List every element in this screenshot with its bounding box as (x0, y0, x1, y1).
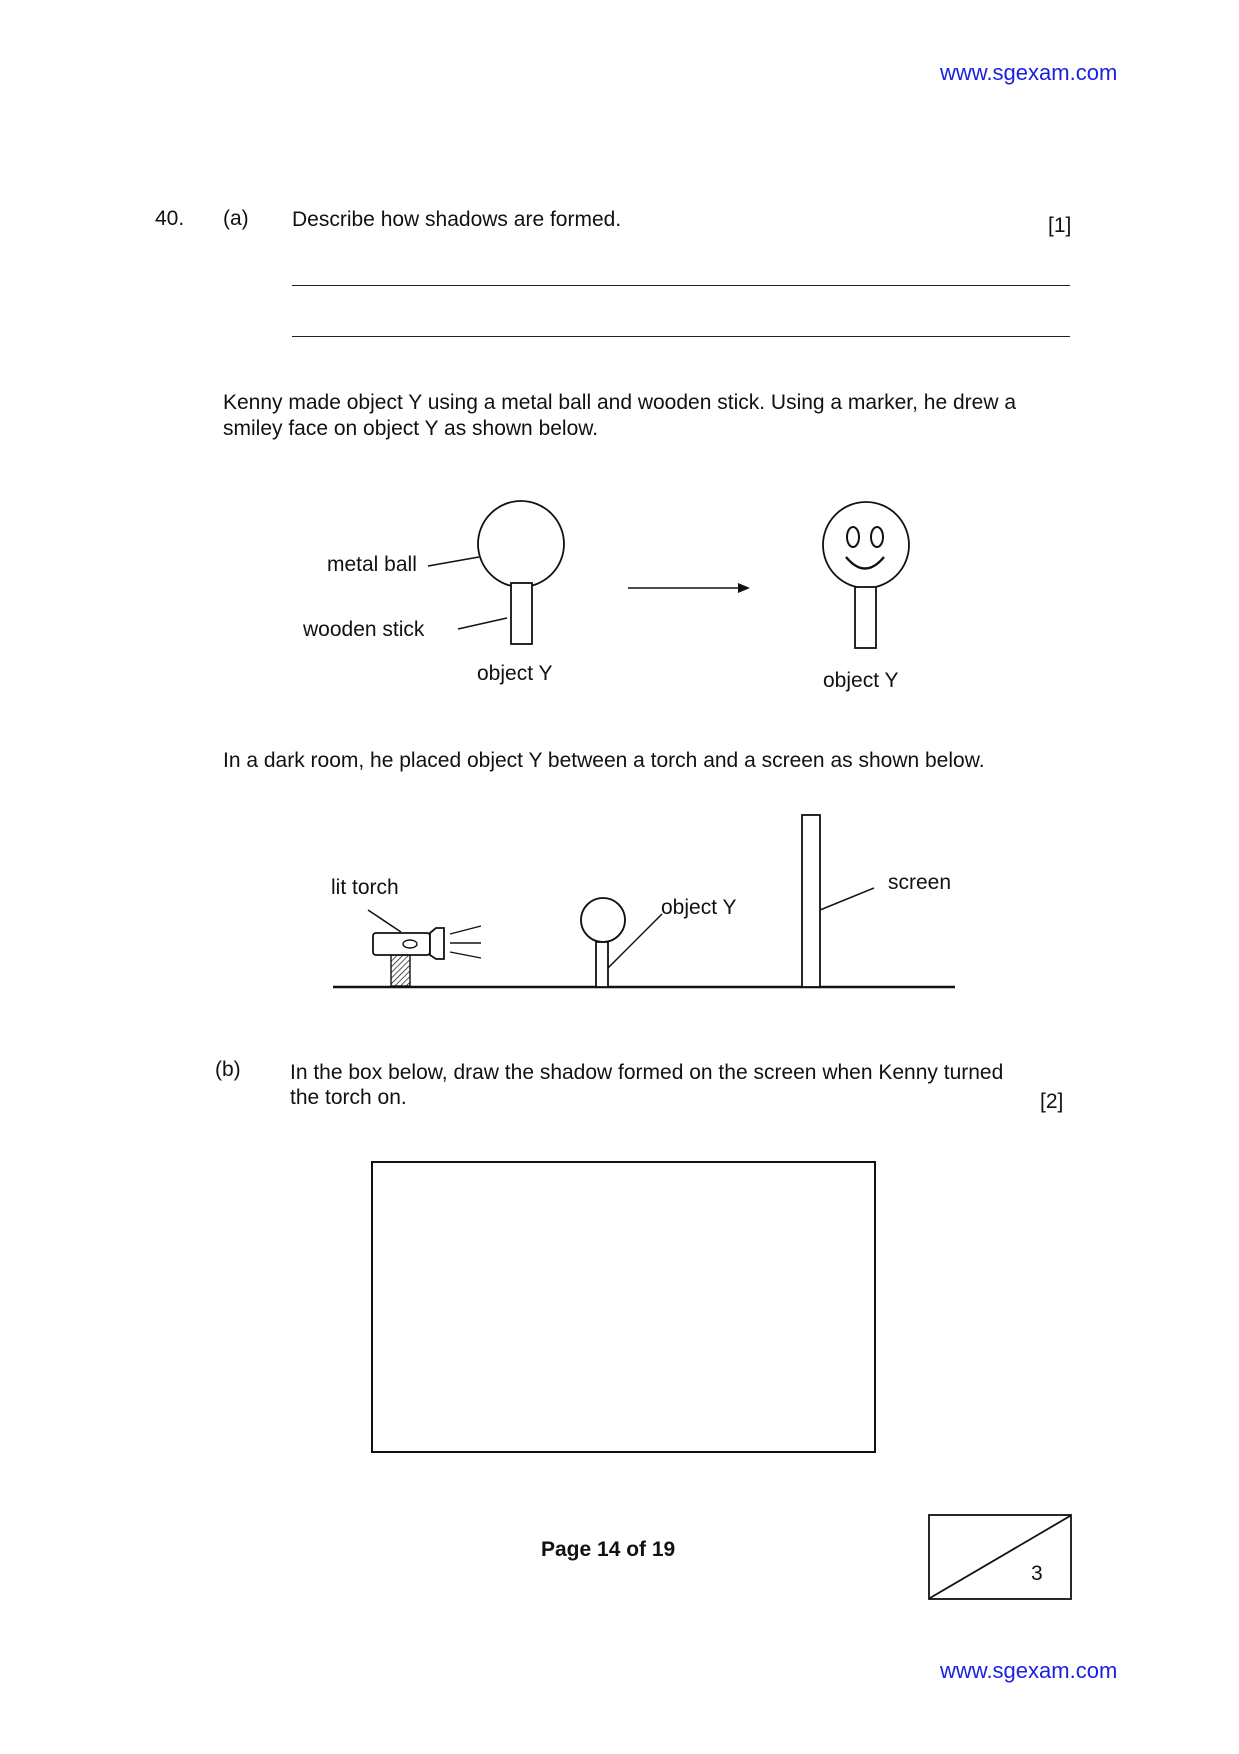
label-object-y: object Y (661, 896, 737, 919)
setup-text: In a dark room, he placed object Y between a torch and a screen as shown below. (223, 749, 985, 772)
label-wooden-stick: wooden stick (303, 618, 425, 641)
page-number: Page 14 of 19 (541, 1538, 676, 1561)
caption-object-y-right: object Y (823, 669, 899, 692)
intro-line-2: smiley face on object Y as shown below. (223, 417, 599, 440)
marks-box-diagonal (930, 1516, 1070, 1598)
label-metal-ball: metal ball (327, 553, 417, 576)
part-b-marks: [2] (1040, 1090, 1064, 1113)
caption-object-y-left: object Y (477, 662, 553, 685)
intro-line-1: Kenny made object Y using a metal ball and wooden stick. Using a marker, he drew a (223, 391, 1017, 414)
part-a-question: Describe how shadows are formed. (292, 208, 622, 231)
footer-website-link[interactable]: www.sgexam.com (940, 1658, 1118, 1683)
label-screen: screen (888, 871, 952, 894)
part-b-label: (b) (215, 1058, 241, 1081)
part-a-label: (a) (223, 207, 249, 230)
total-marks: 3 (1031, 1562, 1043, 1585)
part-a-marks: [1] (1048, 214, 1072, 237)
part-b-line-2: the torch on. (290, 1086, 407, 1109)
label-lit-torch: lit torch (331, 876, 399, 899)
header-website-link[interactable]: www.sgexam.com (940, 60, 1118, 85)
question-number: 40. (155, 207, 185, 230)
part-b-line-1: In the box below, draw the shadow formed on the screen when Kenny turned (290, 1061, 1004, 1084)
